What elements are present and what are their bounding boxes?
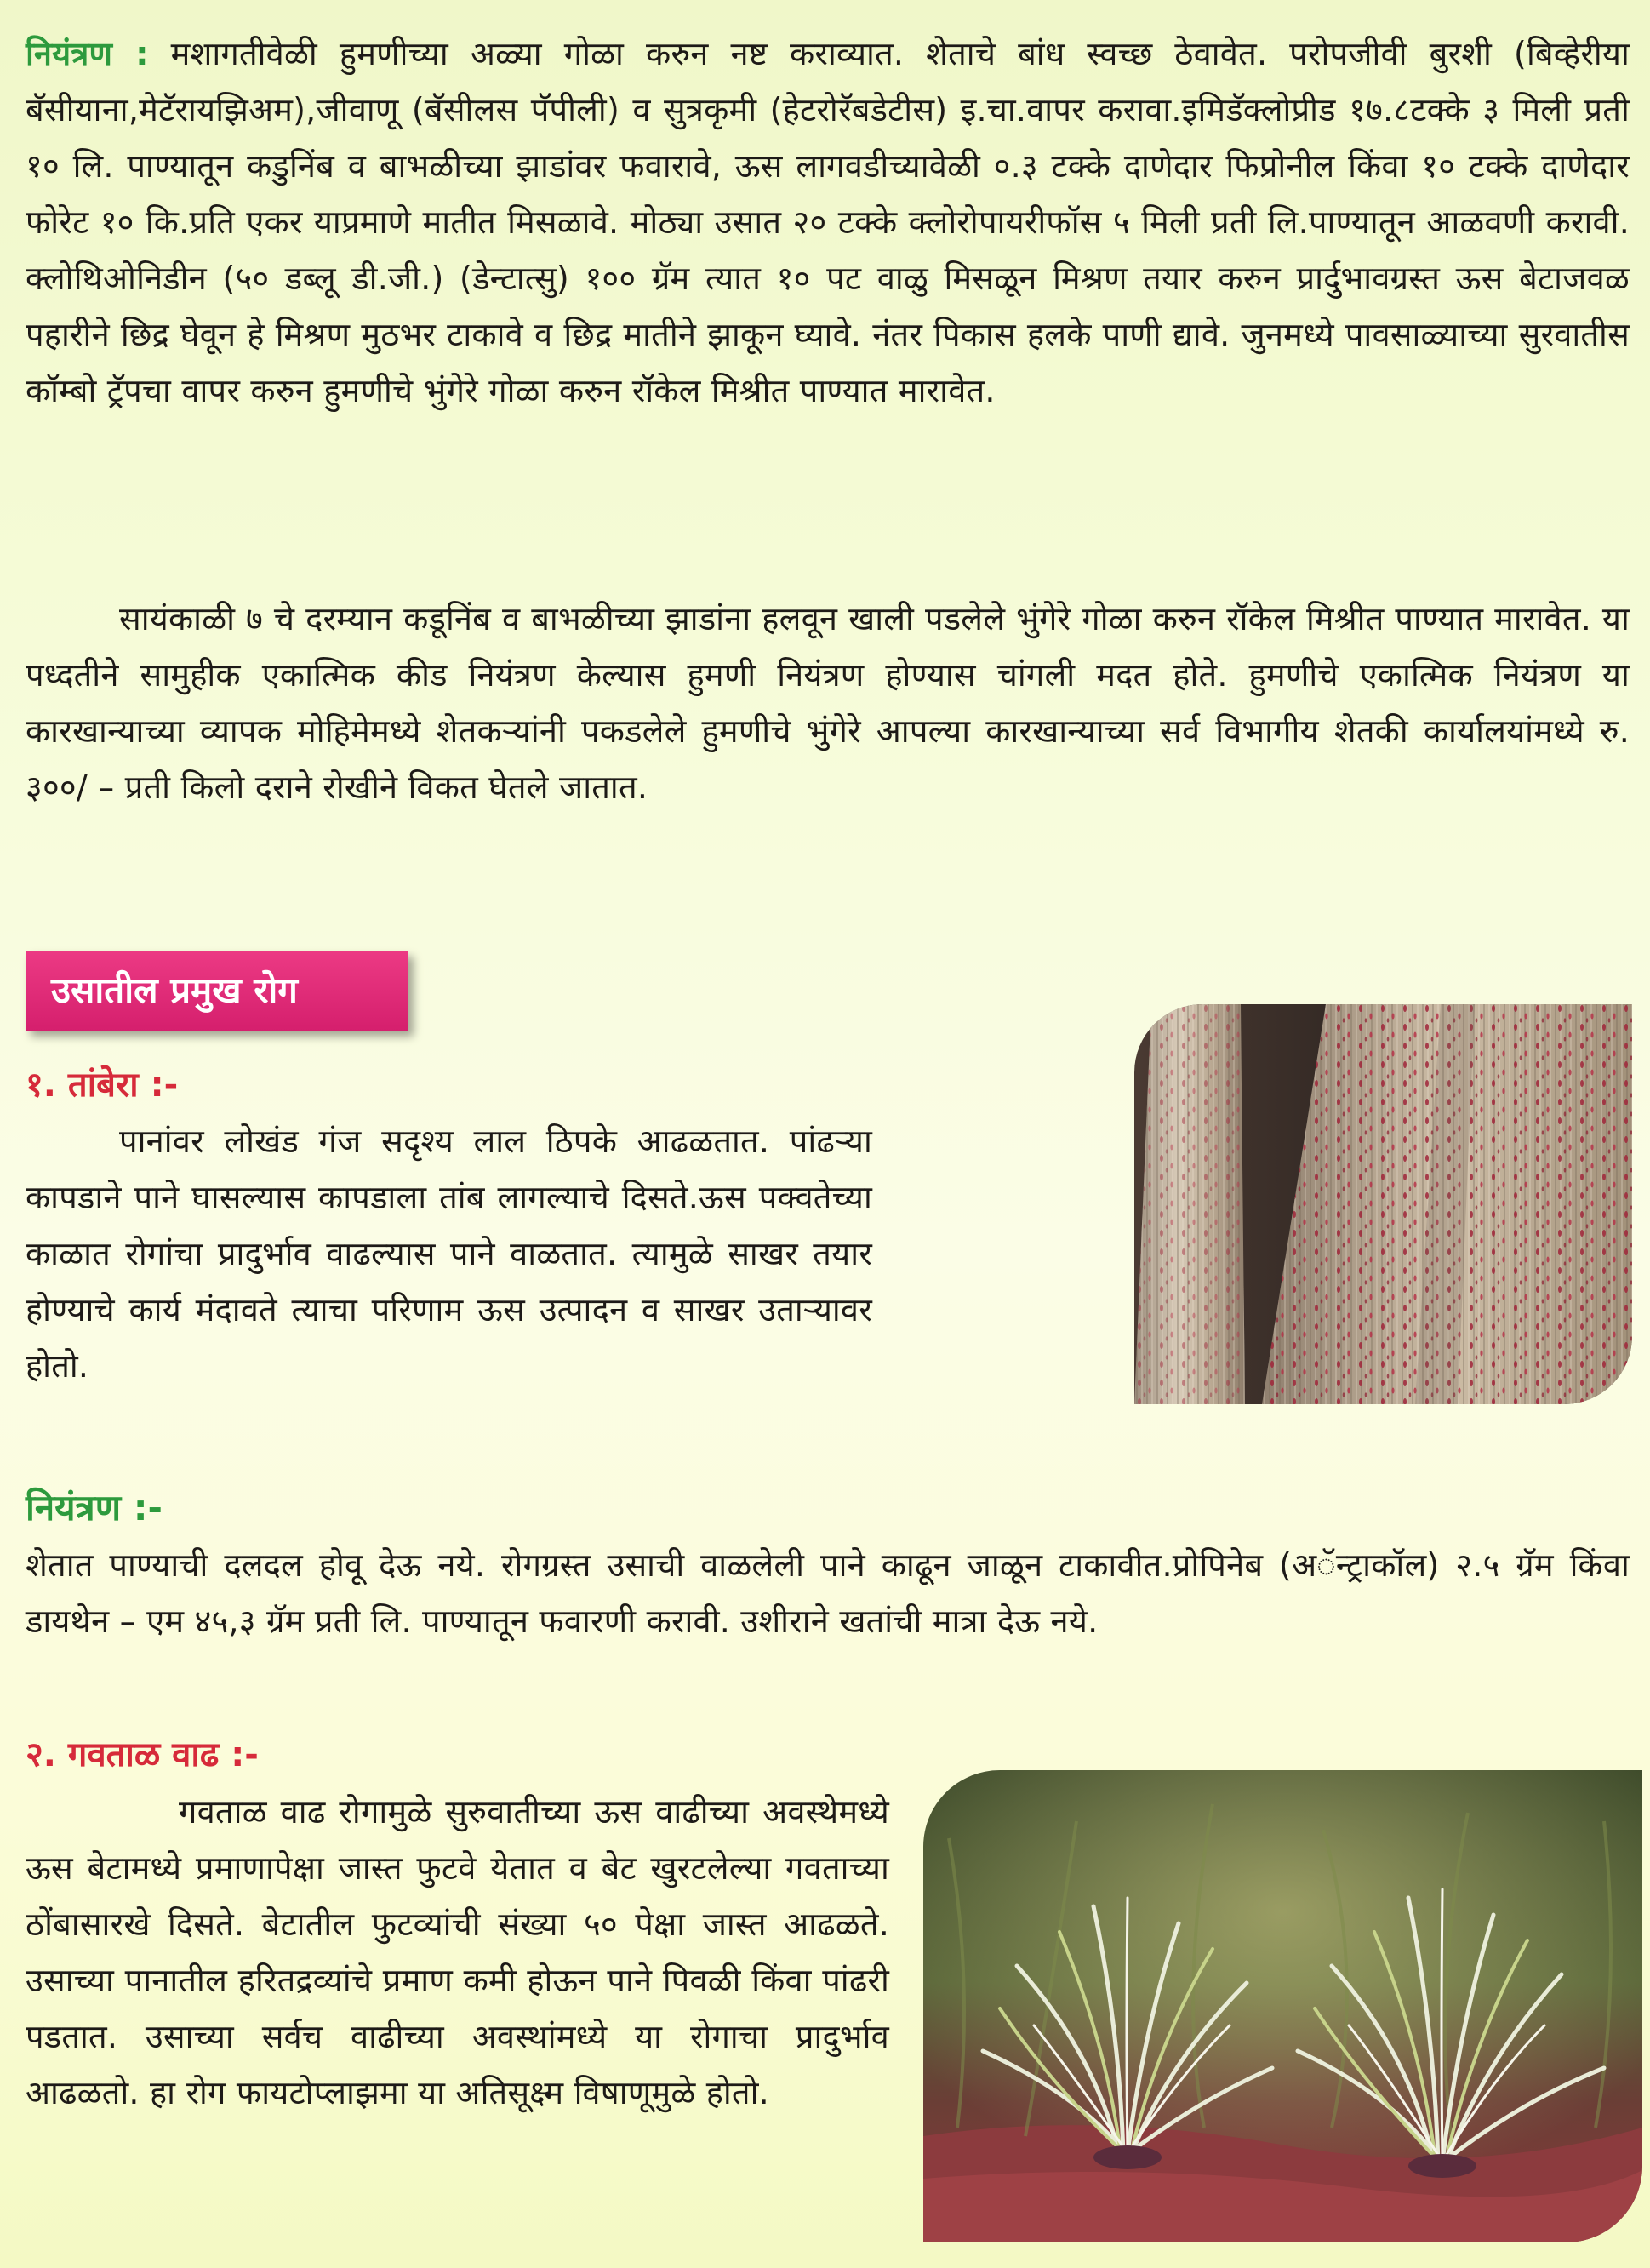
disease2-text: गवताळ वाढ रोगामुळे सुरुवातीच्या ऊस वाढीच्या अवस्थेमध्ये ऊस बेटामध्ये प्रमाणापेक्षा जास्त फुटवे येतात व बेट खुरटलेल्या गवताच्या ठोंबासारखे दिसते. बेटातील फुटव्यांची संख्या ५० पेक्षा जास्त आढळते. उसाच्या पानातील हरितद्रव्यांचे प्रमाण कमी होऊन पाने पिवळी किंवा पांढरी पडतात. उसाच्या सर्वच वाढीच्या अवस्थांमध्ये या रोगाचा प्रादुर्भाव आढळतो. हा रोग फायटोप्लाझमा या अतिसूक्ष्म विषाणूमुळे होतो.: [26, 1793, 889, 2111]
intro-paragraph: [26, 26, 1630, 419]
evening-paragraph: [26, 591, 1630, 815]
rust-leaf-photo: [1134, 1004, 1632, 1404]
disease1-text: पानांवर लोखंड गंज सदृश्य लाल ठिपके आढळतात. पांढऱ्या कापडाने पाने घासल्यास कापडाला तांब लागल्याचे दिसते.ऊस पक्वतेच्या काळात रोगांचा प्रादुर्भाव वाढल्यास पाने वाळतात. त्यामुळे साखर तयार होण्याचे कार्य मंदावते त्याचा परिणाम ऊस उत्पादन व साखर उताऱ्यावर होतो.: [26, 1123, 872, 1385]
section-banner: उसातील प्रमुख रोग: [26, 951, 408, 1031]
grassy-shoot-image: [923, 1770, 1642, 2242]
disease1-paragraph: [26, 1113, 872, 1394]
grassy-shoot-photo: [923, 1770, 1642, 2242]
evening-text: सायंकाळी ७ चे दरम्यान कडूनिंब व बाभळीच्या झाडांना हलवून खाली पडलेले भुंगेरे गोळा करुन रॉकेल मिश्रीत पाण्यात मारावेत. या पध्दतीने सामुहीक एकात्मिक कीड नियंत्रण केल्यास हुमणी नियंत्रण होण्यास चांगली मदत होते. हुमणीचे एकात्मिक नियंत्रण या कारखान्याच्या व्यापक मोहिमेमध्ये शेतकऱ्यांनी पकडलेले हुमणीचे भुंगेरे आपल्या कारखान्याच्या सर्व विभागीय शेतकी कार्यालयांमध्ये रु. ३००/ – प्रती किलो दराने रोखीने विकत घेतले जातात.: [26, 600, 1630, 806]
disease2-heading: २. गवताळ वाढ :-: [26, 1735, 259, 1774]
control1-text: शेतात पाण्याची दलदल होवू देऊ नये. रोगग्रस्त उसाची वाळलेली पाने काढून जाळून टाकावीत.प्रोपिनेब (अॅन्ट्राकॉल) २.५ ग्रॅम किंवा डायथेन – एम ४५,३ ग्रॅम प्रती लि. पाण्यातून फवारणी करावी. उशीराने खतांची मात्रा देऊ नये.: [26, 1546, 1630, 1640]
intro-text: मशागतीवेळी हुमणीच्या अळ्या गोळा करुन नष्ट कराव्यात. शेताचे बांध स्वच्छ ठेवावेत. परोपजीवी बुरशी (बिव्हेरीया बॅसीयाना,मेटॅरायझिअम),जीवाणू (बॅसीलस पॅपीली) व सुत्रकृमी (हेटरोरॅबडेटीस) इ.चा.वापर करावा.इमिडॅक्लोप्रीड १७.८टक्के ३ मिली प्रती १० लि. पाण्यातून कडुनिंब व बाभळीच्या झाडांवर फवारावे, ऊस लागवडीच्यावेळी ०.३ टक्के दाणेदार फिप्रोनील किंवा १० टक्के दाणेदार फोरेट १० कि.प्रति एकर याप्रमाणे मातीत मिसळावे. मोठ्या उसात २० टक्के क्लोरोपायरीफॉस ५ मिली प्रती लि.पाण्यातून आळवणी करावी. क्लोथिओनिडीन (५० डब्लू डी.जी.) (डेन्टात्सु) १०० ग्रॅम त्यात १० पट वाळु मिसळून मिश्रण तयार करुन प्रार्दुभावग्रस्त ऊस बेटाजवळ पहारीने छिद्र घेवून हे मिश्रण मुठभर टाकावे व छिद्र मातीने झाकून घ्यावे. नंतर पिकास हलके पाणी द्यावे. जुनमध्ये पावसाळ्याच्या सुरवातीस कॉम्बो ट्रॅपचा वापर करुन हुमणीचे भुंगेरे गोळा करुन रॉकेल मिश्रीत पाण्यात मारावेत.: [26, 35, 1630, 409]
control1-paragraph: [26, 1537, 1630, 1649]
intro-label: नियंत्रण :: [26, 35, 149, 72]
disease1-heading: १. तांबेरा :-: [26, 1065, 179, 1105]
control1-heading: नियंत्रण :-: [26, 1487, 163, 1528]
rust-leaf-image: [1134, 1004, 1632, 1404]
disease2-paragraph: [26, 1784, 889, 2121]
